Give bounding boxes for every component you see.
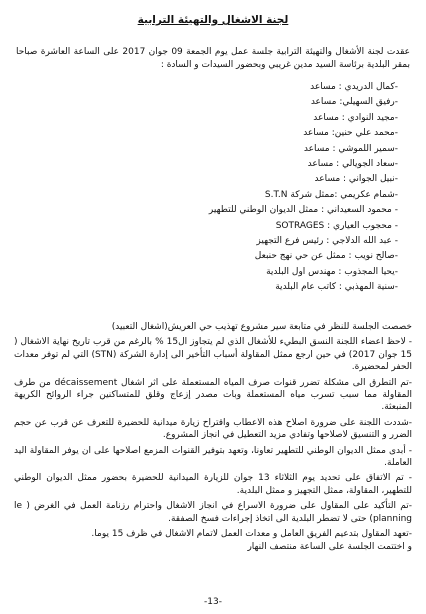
page-number: -13- [204, 597, 222, 607]
attendee-item: -سنية المهذبي : كاتب عام البلدية [275, 282, 398, 293]
body-paragraph: -تعهد المقاول بتدعيم الفريق العامل و معدات العمل لاتمام الاشغال في ظرف 15 يوما. [91, 529, 412, 540]
attendee-item: -رفيق السهيلي: مساعد [310, 97, 398, 108]
attendee-item: -نبيل الجواني : مساعد [314, 174, 398, 185]
attendee-item: -يحيا المجذوب : مهندس اول البلدية [266, 266, 398, 277]
attendee-item: -سعاد الجويالي : مساعد [307, 158, 398, 169]
attendee-item: - محمود السعيداني : ممثل الديوان الوطني للتطهير [208, 205, 398, 216]
attendees-list [28, 80, 398, 295]
body-paragraph: -تم التأكيد على المقاول على ضرورة الاسراع في انجاز الاشغال واحترام رزنامة العمل في الغرض ( le planning) حتى لا تضطر البلدية الى اتخاذ إجراءات فسخ الصفقة. [14, 501, 412, 524]
body-paragraph: - لاحظ اعضاء اللجنة النسق البطيء للأشغال الذي لم يتجاوز ال15 % بالرغم من قرب تاريخ نهاية الاشغال ( 15 جوان 2017) في حين ارجع ممثل المقاولة أسباب التأخير الى إدارة الشركة (STN) التي لم توفر معدات الحفر لمحضيرة. [14, 337, 413, 373]
body-paragraph: -شددت اللجنة على ضرورة اصلاح هذه الاعطاب واقتراح زيارة ميدانية للحضيرة للتعرف عن قرب عن حجم الضرر و التنسيق لاصلاحها وتفادي مزيد التعطيل في انجاز المشروع. [14, 417, 412, 441]
body-paragraph: -تم التطرق الى مشكلة تضرر قنوات صرف المياه المستعملة على اثر اشغال décaissement من طرف المقاولة مما سبب تسرب مياه المستعملة وبات مصدر إزعاج وقلق للمتساكنين جراء الروائح الكريهة المنبعثة. [14, 377, 413, 413]
body-paragraph: - تم الاتفاق على تحديد يوم الثلاثاء 13 جوان للزيارة الميدانية للحضيرة بحضور ممثل الديوان الوطني للتطهير، المقاولة، ممثل التجهيز و ممثل البلدية. [14, 473, 413, 496]
attendee-item: -كمال الدريدي : مساعد [310, 82, 398, 92]
attendee-item: - عبد الله الدلاجي : رئيس فرع التجهيز [256, 235, 398, 246]
minutes-body [14, 321, 412, 553]
body-paragraph: - أبدى ممثل الديوان الوطني للتطهير تعاونا، وتعهد بتوفير القنوات المزمع اصلاحها على ان يوفر المقاولة اليد العاملة. [14, 445, 412, 469]
attendee-item: -مجيد النوادي : مساعد [313, 112, 398, 123]
body-paragraph: خصصت الجلسة للنظر في متابعة سير مشروع تهذيب حي العريش(اشغال التعبيد) [111, 322, 412, 332]
attendee-item: - محجوب العياري : SOTRAGES [275, 220, 398, 231]
attendee-item: -شمام عكريمي :ممثل شركة S.T.N [264, 189, 398, 200]
attendee-item: -صالح نويب : ممثل عن حي نهج حنبعل [254, 251, 398, 262]
attendee-item: -محمد علي حنين: مساعد [303, 128, 398, 139]
closing-paragraph: و اختتمت الجلسة على الساعة منتصف النهار [247, 541, 412, 552]
document-title: لجنة الاشغال والتهيئة الترابية [137, 14, 289, 26]
intro-paragraph: عقدت لجنة الأشغال والتهيئة الترابية جلسة عمل يوم الجمعة 09 جوان 2017 على الساعة العاشرة صباحا بمقر البلدية برئاسة السيد مدين غريبي وبحضور السيدات و السادة : [16, 47, 411, 70]
attendee-item: -سمير اللموشي : مساعد [303, 143, 398, 154]
